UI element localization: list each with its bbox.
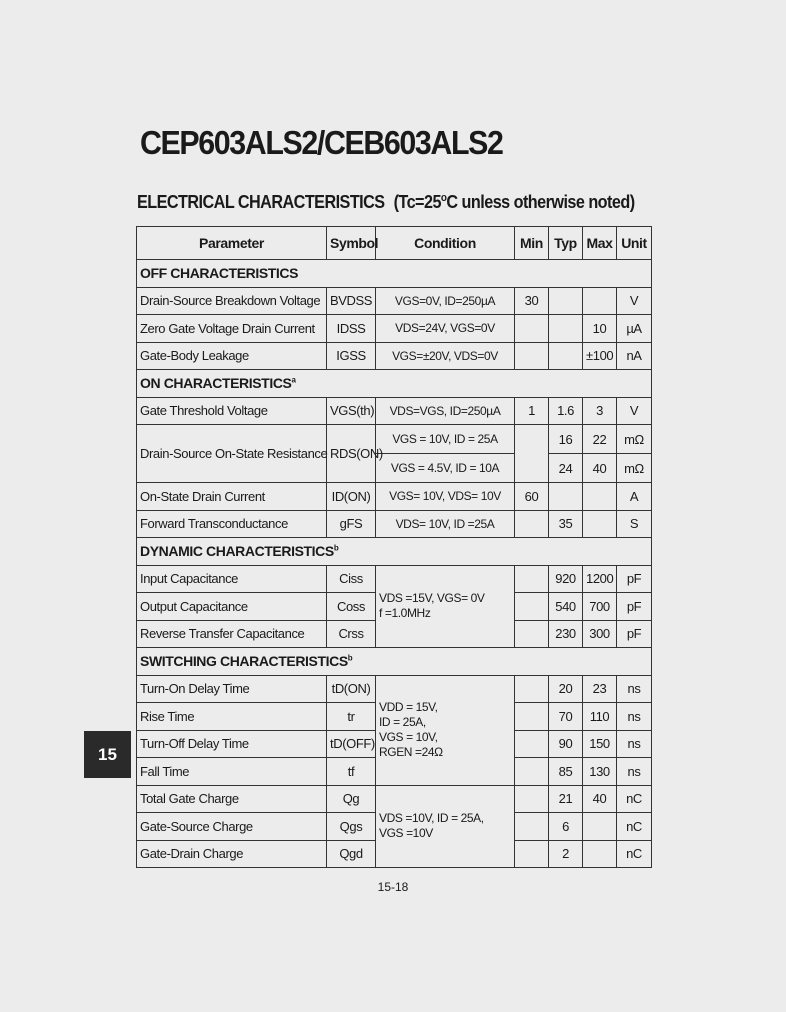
symbol-cell: VGS(th) bbox=[327, 397, 376, 425]
max-cell bbox=[583, 287, 617, 315]
unit-cell: A bbox=[617, 483, 652, 511]
min-cell bbox=[515, 703, 549, 731]
symbol-cell: tr bbox=[327, 703, 376, 731]
header-typ: Typ bbox=[549, 227, 583, 260]
max-cell bbox=[583, 813, 617, 841]
section-row bbox=[137, 260, 652, 288]
param-cell: Zero Gate Voltage Drain Current bbox=[137, 315, 327, 343]
typ-cell: 540 bbox=[549, 593, 583, 621]
symbol-cell: tf bbox=[327, 758, 376, 786]
unit-cell: ns bbox=[617, 675, 652, 703]
min-cell bbox=[515, 510, 549, 538]
unit-cell: ns bbox=[617, 758, 652, 786]
page-number: 15-18 bbox=[377, 880, 409, 894]
param-cell: Drain-Source Breakdown Voltage bbox=[137, 287, 327, 315]
heading-condition-post: C unless otherwise noted) bbox=[446, 192, 635, 212]
typ-cell bbox=[549, 287, 583, 315]
typ-cell bbox=[549, 483, 583, 511]
max-cell bbox=[583, 510, 617, 538]
footnote-mark: a bbox=[291, 375, 296, 385]
section-title-off: OFF CHARACTERISTICS bbox=[137, 260, 652, 288]
typ-cell: 20 bbox=[549, 675, 583, 703]
condition-line: f =1.0MHz bbox=[379, 606, 431, 621]
max-cell: 110 bbox=[583, 703, 617, 731]
unit-cell: V bbox=[617, 287, 652, 315]
condition-line: RGEN =24Ω bbox=[379, 745, 443, 759]
section-heading bbox=[137, 192, 635, 213]
header-parameter: Parameter bbox=[137, 227, 327, 260]
unit-cell: ns bbox=[617, 730, 652, 758]
section-row bbox=[137, 648, 652, 676]
unit-cell: nA bbox=[617, 342, 652, 370]
min-cell bbox=[515, 785, 549, 813]
unit-cell: mΩ bbox=[617, 454, 652, 483]
symbol-cell: IDSS bbox=[327, 315, 376, 343]
condition-line: VDS =15V, VGS= 0V bbox=[379, 591, 485, 606]
min-cell bbox=[515, 758, 549, 786]
table-row bbox=[137, 510, 652, 538]
condition-cell: VGS = 10V, ID = 25A bbox=[376, 425, 515, 454]
typ-cell: 90 bbox=[549, 730, 583, 758]
max-cell: 1200 bbox=[583, 565, 617, 593]
typ-cell: 35 bbox=[549, 510, 583, 538]
max-cell: 700 bbox=[583, 593, 617, 621]
unit-cell: ns bbox=[617, 703, 652, 731]
section-title-text: SWITCHING CHARACTERISTICS bbox=[140, 653, 348, 670]
typ-cell: 16 bbox=[549, 425, 583, 454]
symbol-cell: Qgs bbox=[327, 813, 376, 841]
section-title-text: ON CHARACTERISTICS bbox=[140, 375, 292, 392]
header-condition: Condition bbox=[376, 227, 515, 260]
param-cell: Forward Transconductance bbox=[137, 510, 327, 538]
symbol-cell: Ciss bbox=[327, 565, 376, 593]
table-row bbox=[137, 785, 652, 813]
min-cell: 60 bbox=[515, 483, 549, 511]
condition-cell: VGS= 10V, VDS= 10V bbox=[376, 483, 515, 511]
min-cell bbox=[515, 840, 549, 868]
typ-cell: 6 bbox=[549, 813, 583, 841]
max-cell bbox=[583, 840, 617, 868]
table-row bbox=[137, 397, 652, 425]
condition-line: VDD = 15V, bbox=[379, 700, 438, 714]
typ-cell: 230 bbox=[549, 620, 583, 648]
typ-cell: 21 bbox=[549, 785, 583, 813]
param-cell: Gate-Drain Charge bbox=[137, 840, 327, 868]
param-cell: On-State Drain Current bbox=[137, 483, 327, 511]
condition-line: VGS = 10V, bbox=[379, 730, 438, 744]
min-cell: 1 bbox=[515, 397, 549, 425]
condition-cell-switching bbox=[376, 675, 515, 785]
max-cell: 150 bbox=[583, 730, 617, 758]
header-min: Min bbox=[515, 227, 549, 260]
unit-cell: µA bbox=[617, 315, 652, 343]
footnote-mark: b bbox=[333, 543, 339, 553]
footnote-mark: b bbox=[347, 653, 353, 663]
symbol-cell: ID(ON) bbox=[327, 483, 376, 511]
electrical-characteristics-table bbox=[136, 226, 652, 868]
table-row bbox=[137, 675, 652, 703]
condition-line: ID = 25A, bbox=[379, 715, 426, 729]
unit-cell: pF bbox=[617, 565, 652, 593]
param-cell: Total Gate Charge bbox=[137, 785, 327, 813]
unit-cell: S bbox=[617, 510, 652, 538]
condition-line: VGS =10V bbox=[379, 826, 433, 841]
heading-main: ELECTRICAL CHARACTERISTICS bbox=[137, 192, 385, 212]
max-cell: 40 bbox=[583, 454, 617, 483]
typ-cell bbox=[549, 342, 583, 370]
section-tab-marker: 15 bbox=[84, 731, 131, 778]
min-cell: 30 bbox=[515, 287, 549, 315]
max-cell: 130 bbox=[583, 758, 617, 786]
unit-cell: V bbox=[617, 397, 652, 425]
typ-cell: 2 bbox=[549, 840, 583, 868]
table-row bbox=[137, 565, 652, 593]
unit-cell: nC bbox=[617, 840, 652, 868]
condition-cell: VGS=±20V, VDS=0V bbox=[376, 342, 515, 370]
min-cell bbox=[515, 342, 549, 370]
typ-cell: 70 bbox=[549, 703, 583, 731]
unit-cell: pF bbox=[617, 620, 652, 648]
min-cell bbox=[515, 620, 549, 648]
condition-line: VDS =10V, ID = 25A, bbox=[379, 811, 484, 826]
symbol-cell: RDS(ON) bbox=[327, 425, 376, 483]
unit-cell: nC bbox=[617, 813, 652, 841]
symbol-cell: tD(ON) bbox=[327, 675, 376, 703]
condition-cell: VDS= 10V, ID =25A bbox=[376, 510, 515, 538]
heading-condition-pre: (Tc=25 bbox=[393, 192, 441, 212]
unit-cell: pF bbox=[617, 593, 652, 621]
condition-cell: VDS=24V, VGS=0V bbox=[376, 315, 515, 343]
max-cell: 300 bbox=[583, 620, 617, 648]
condition-cell: VDS=VGS, ID=250µA bbox=[376, 397, 515, 425]
param-cell: Output Capacitance bbox=[137, 593, 327, 621]
symbol-cell: Coss bbox=[327, 593, 376, 621]
symbol-cell: BVDSS bbox=[327, 287, 376, 315]
symbol-cell: gFS bbox=[327, 510, 376, 538]
symbol-cell: tD(OFF) bbox=[327, 730, 376, 758]
header-unit: Unit bbox=[617, 227, 652, 260]
table-row bbox=[137, 287, 652, 315]
section-row bbox=[137, 538, 652, 566]
min-cell bbox=[515, 315, 549, 343]
section-title-dynamic bbox=[137, 538, 652, 566]
header-symbol: Symbol bbox=[327, 227, 376, 260]
unit-cell: nC bbox=[617, 785, 652, 813]
max-cell: 3 bbox=[583, 397, 617, 425]
max-cell: 40 bbox=[583, 785, 617, 813]
max-cell: 23 bbox=[583, 675, 617, 703]
param-cell: Gate-Body Leakage bbox=[137, 342, 327, 370]
max-cell: 10 bbox=[583, 315, 617, 343]
param-cell: Turn-On Delay Time bbox=[137, 675, 327, 703]
param-cell: Turn-Off Delay Time bbox=[137, 730, 327, 758]
condition-cell-dynamic bbox=[376, 565, 515, 648]
min-cell bbox=[515, 730, 549, 758]
header-max: Max bbox=[583, 227, 617, 260]
symbol-cell: Crss bbox=[327, 620, 376, 648]
param-cell: Fall Time bbox=[137, 758, 327, 786]
min-cell bbox=[515, 675, 549, 703]
table-row bbox=[137, 315, 652, 343]
condition-cell: VGS = 4.5V, ID = 10A bbox=[376, 454, 515, 483]
min-cell bbox=[515, 593, 549, 621]
table-row bbox=[137, 483, 652, 511]
min-cell bbox=[515, 813, 549, 841]
typ-cell: 24 bbox=[549, 454, 583, 483]
table-row bbox=[137, 425, 652, 454]
symbol-cell: Qg bbox=[327, 785, 376, 813]
min-cell bbox=[515, 425, 549, 483]
max-cell bbox=[583, 483, 617, 511]
param-cell: Reverse Transfer Capacitance bbox=[137, 620, 327, 648]
condition-cell: VGS=0V, ID=250µA bbox=[376, 287, 515, 315]
unit-cell: mΩ bbox=[617, 425, 652, 454]
condition-cell-charge bbox=[376, 785, 515, 868]
section-title-text: DYNAMIC CHARACTERISTICS bbox=[140, 543, 334, 560]
section-row bbox=[137, 370, 652, 398]
degree-mark: o bbox=[440, 192, 447, 204]
typ-cell: 85 bbox=[549, 758, 583, 786]
symbol-cell: IGSS bbox=[327, 342, 376, 370]
document-title: CEP603ALS2/CEB603ALS2 bbox=[140, 124, 503, 161]
section-title-switching bbox=[137, 648, 652, 676]
typ-cell: 920 bbox=[549, 565, 583, 593]
symbol-cell: Qgd bbox=[327, 840, 376, 868]
param-cell: Rise Time bbox=[137, 703, 327, 731]
param-cell: Input Capacitance bbox=[137, 565, 327, 593]
typ-cell bbox=[549, 315, 583, 343]
max-cell: 22 bbox=[583, 425, 617, 454]
min-cell bbox=[515, 565, 549, 593]
typ-cell: 1.6 bbox=[549, 397, 583, 425]
max-cell: ±100 bbox=[583, 342, 617, 370]
table-row bbox=[137, 342, 652, 370]
param-cell: Gate Threshold Voltage bbox=[137, 397, 327, 425]
param-cell: Drain-Source On-State Resistance bbox=[137, 425, 327, 483]
param-cell: Gate-Source Charge bbox=[137, 813, 327, 841]
table-header-row bbox=[137, 227, 652, 260]
section-title-on bbox=[137, 370, 652, 398]
